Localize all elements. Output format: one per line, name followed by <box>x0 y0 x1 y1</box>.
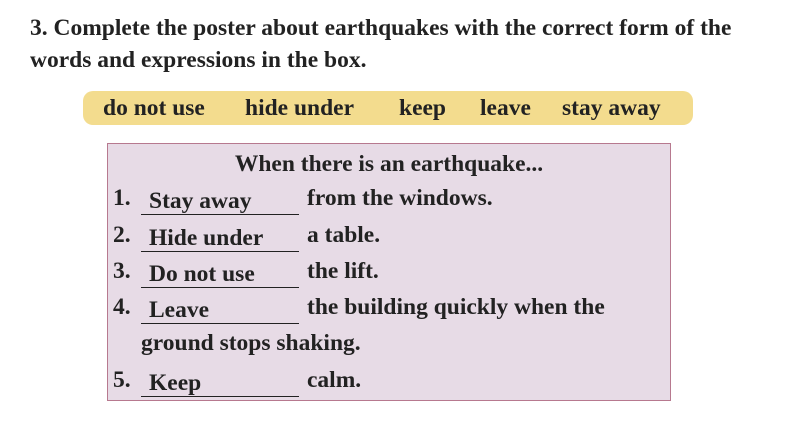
exercise-instruction: 3. Complete the poster about earthquakes with the correct form of the words and expressions in the box. <box>30 15 732 73</box>
answer-blank[interactable] <box>141 221 299 252</box>
item-text: a table. <box>307 222 381 248</box>
word-option: hide under <box>245 95 355 121</box>
answer-blank[interactable] <box>141 257 299 288</box>
item-number: 2. <box>113 222 131 248</box>
answer-blank[interactable] <box>141 293 299 324</box>
item-text: the building quickly when the <box>307 294 605 320</box>
item-number: 4. <box>113 294 131 320</box>
item-text: from the windows. <box>307 185 493 211</box>
answer-text: Keep <box>149 370 202 396</box>
item-number: 5. <box>113 367 131 393</box>
answer-text: Do not use <box>149 261 255 287</box>
word-option: keep <box>399 95 446 121</box>
item-number: 3. <box>113 258 131 284</box>
earthquake-poster <box>107 143 671 401</box>
answer-blank[interactable] <box>141 366 299 397</box>
item-text: calm. <box>307 367 362 393</box>
word-box <box>83 91 693 125</box>
poster-title: When there is an earthquake... <box>234 151 544 177</box>
answer-text: Stay away <box>149 188 252 214</box>
answer-text: Hide under <box>149 225 264 251</box>
word-option: stay away <box>562 95 661 121</box>
answer-blank[interactable] <box>141 184 299 215</box>
item-number: 1. <box>113 185 131 211</box>
word-option: do not use <box>103 95 205 121</box>
item-text-continuation: ground stops shaking. <box>141 330 361 356</box>
item-text: the lift. <box>307 258 379 284</box>
answer-text: Leave <box>149 297 210 323</box>
word-option: leave <box>480 95 531 121</box>
